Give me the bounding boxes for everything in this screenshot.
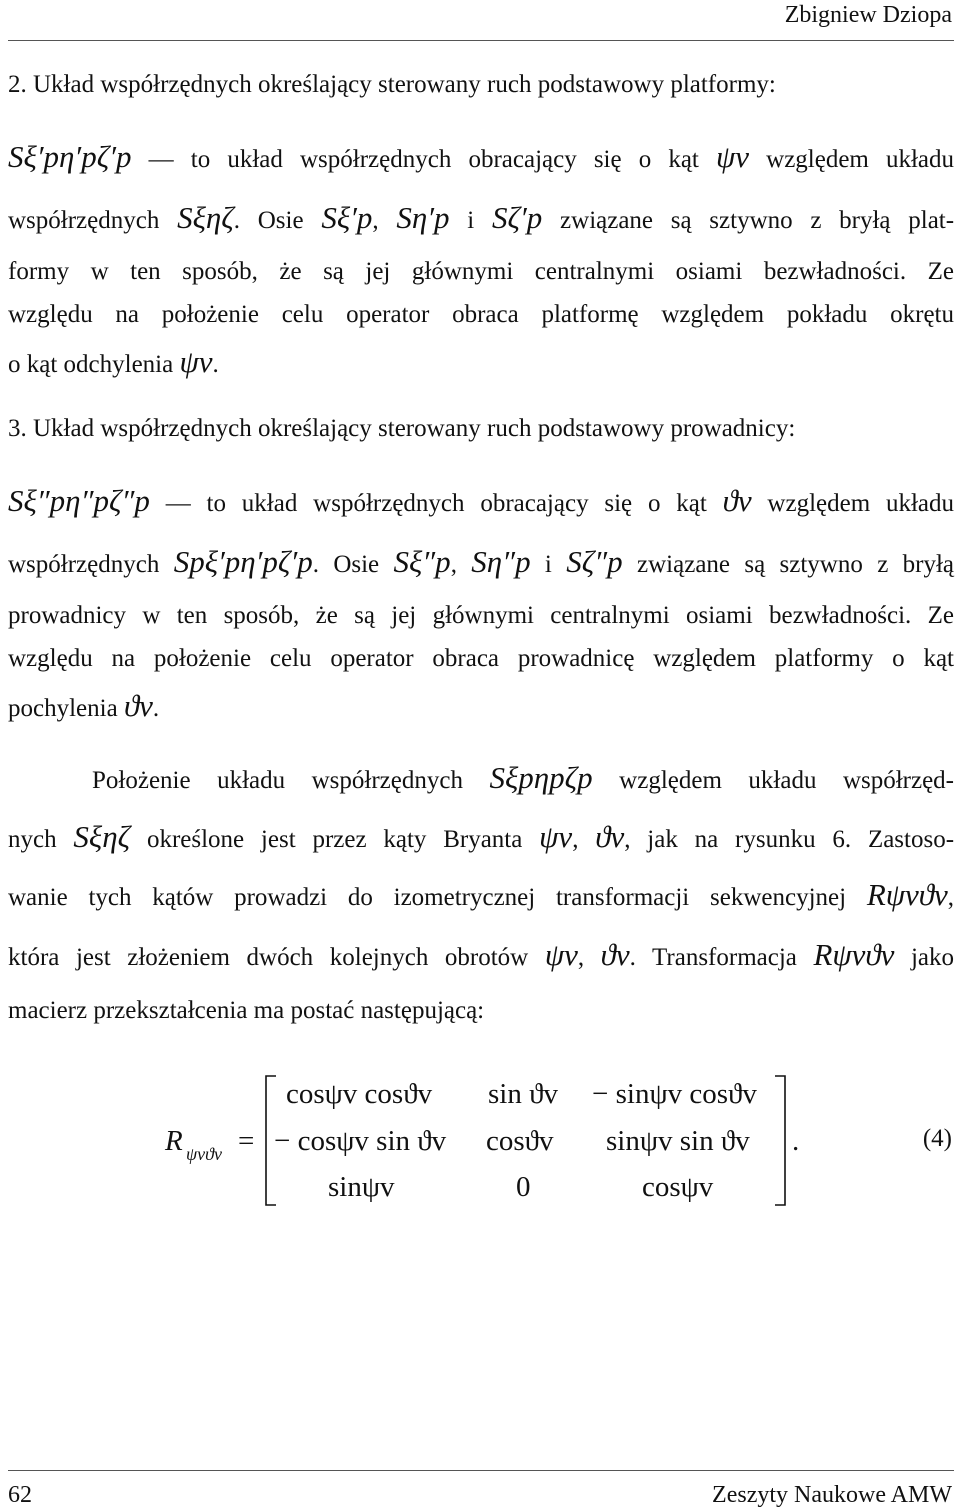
- section-2-line-4: względu na położenie celu operator obraca platformę względem pokładu okrętu: [8, 301, 954, 328]
- header-rule: [8, 40, 954, 41]
- symbol: Sζ″p: [566, 544, 623, 579]
- eq-period: .: [792, 1125, 800, 1157]
- matrix-cell-2-3: sinψv sin ϑv: [606, 1125, 750, 1157]
- symbol: Rψvϑv: [813, 937, 895, 972]
- symbol: Sη″p: [471, 544, 531, 579]
- symbol: Rψvϑv: [866, 877, 948, 912]
- text: . Osie: [312, 551, 380, 578]
- paragraph-line-3: wanie tych kątów prowadzi do izometrycznej transformacji sekwencyjnej Rψvϑv,: [8, 877, 955, 912]
- symbol: Sξ′p: [321, 200, 373, 235]
- running-header: Zbigniew Dziopa: [784, 2, 952, 28]
- text: pochylenia: [8, 695, 118, 722]
- paragraph-line-1: [92, 760, 955, 796]
- text: względem układu: [767, 490, 955, 517]
- matrix-cell-3-1: sinψv: [328, 1171, 395, 1203]
- symbol: Sξ′pη′pζ′p: [8, 139, 132, 174]
- text: , jak na rysunku 6. Zastoso-: [624, 826, 955, 853]
- text: względem układu: [766, 146, 955, 173]
- paragraph-line-5: macierz przekształcenia ma postać następującą:: [8, 997, 485, 1024]
- section-3-line-1: [8, 483, 955, 519]
- text: współrzędnych: [8, 207, 160, 234]
- symbol: Sξηζ: [177, 200, 234, 235]
- section-2-line-1: [8, 139, 955, 175]
- text: i: [467, 207, 475, 234]
- equation-number: (4): [922, 1125, 952, 1152]
- text: związane są sztywno z bryłą: [637, 551, 954, 578]
- section-3-line-3: prowadnicy w ten sposób, że są jej głównymi centralnymi osiami bezwładności. Ze: [8, 602, 954, 629]
- text: nych: [8, 826, 57, 853]
- matrix-cell-3-3: cosψv: [642, 1171, 714, 1203]
- paragraph-line-4: która jest złożeniem dwóch kolejnych obrotów ψv, ϑv. Transformacja Rψvϑv jako: [8, 937, 955, 972]
- symbol: Sξpηpζp: [489, 760, 593, 795]
- journal-name: Zeszyty Naukowe AMW: [712, 1482, 952, 1508]
- symbol: ϑv: [595, 819, 625, 854]
- section-3-line-5: [8, 688, 954, 724]
- equation-4: [0, 1070, 960, 1210]
- symbol: Spξ′pη′pζ′p: [173, 544, 313, 579]
- text: . Transformacja: [629, 944, 797, 971]
- matrix-cell-3-2: 0: [516, 1171, 531, 1203]
- text: — to układ współrzędnych obracający się o kąt: [148, 146, 699, 173]
- matrix-cell-2-2: cosϑv: [486, 1125, 554, 1157]
- text: jako: [910, 944, 955, 971]
- symbol: Sξ″p: [393, 544, 451, 579]
- section-2-line-5: [8, 344, 954, 380]
- text: określone jest przez kąty Bryanta: [146, 826, 523, 853]
- section-3-heading: 3. Układ współrzędnych określający sterowany ruch podstawowy prowadnicy:: [8, 415, 796, 442]
- symbol: ψv: [544, 937, 578, 972]
- section-2-line-3: formy w ten sposób, że są jej głównymi centralnymi osiami bezwładności. Ze: [8, 258, 954, 285]
- symbol: ϑv: [123, 688, 153, 723]
- matrix-cell-1-2: sin ϑv: [488, 1078, 558, 1110]
- text: .: [212, 351, 219, 378]
- symbol: ϑv: [722, 483, 752, 518]
- text: która jest złożeniem dwóch kolejnych obrotów: [8, 944, 529, 971]
- text: .: [152, 695, 160, 722]
- matrix-cell-1-1: cosψv cosϑv: [286, 1078, 433, 1110]
- section-2-line-2: współrzędnych Sξηζ. Osie Sξ′p, Sη′p i Sζ′p związane są sztywno z bryłą plat-: [8, 200, 955, 235]
- symbol: ϑv: [600, 937, 630, 972]
- text: współrzędnych: [8, 551, 160, 578]
- text: Położenie układu współrzędnych: [92, 767, 463, 794]
- section-3-line-4: względu na położenie celu operator obraca prowadnicę względem platformy o kąt: [8, 645, 954, 672]
- page-number: 62: [8, 1482, 32, 1508]
- right-bracket: [775, 1076, 785, 1205]
- text: i: [544, 551, 552, 578]
- matrix-cell-1-3: − sinψv cosϑv: [592, 1078, 757, 1110]
- matrix-cell-2-1: − cosψv sin ϑv: [274, 1125, 447, 1157]
- eq-lhs: R: [165, 1125, 183, 1157]
- text: związane są sztywno z bryłą plat-: [560, 207, 955, 234]
- text: o kąt odchylenia: [8, 351, 174, 378]
- footer-rule: [8, 1470, 954, 1471]
- symbol: ψv: [539, 819, 573, 854]
- symbol: ψv: [716, 139, 750, 174]
- text: względem układu współrzęd-: [619, 767, 955, 794]
- section-2-heading: 2. Układ współrzędnych określający sterowany ruch podstawowy platformy:: [8, 71, 776, 98]
- symbol: Sη′p: [396, 200, 450, 235]
- symbol: ψv: [179, 344, 213, 379]
- symbol: Sξ″pη″pζ″p: [8, 483, 150, 518]
- symbol: Sζ′p: [491, 200, 543, 235]
- eq-equals: =: [238, 1125, 255, 1157]
- text: wanie tych kątów prowadzi do izometrycznej transformacji sekwencyjnej: [8, 884, 847, 911]
- symbol: Sξηζ: [73, 819, 131, 854]
- text: . Osie: [233, 207, 304, 234]
- text: — to układ współrzędnych obracający się o kąt: [165, 490, 707, 517]
- eq-lhs-sub: ψvϑv: [186, 1144, 222, 1164]
- paragraph-line-2: nych Sξηζ określone jest przez kąty Bryanta ψv, ϑv, jak na rysunku 6. Zastoso-: [8, 819, 955, 854]
- section-3-line-2: współrzędnych Spξ′pη′pζ′p. Osie Sξ″p, Sη″p i Sζ″p związane są sztywno z bryłą: [8, 544, 954, 579]
